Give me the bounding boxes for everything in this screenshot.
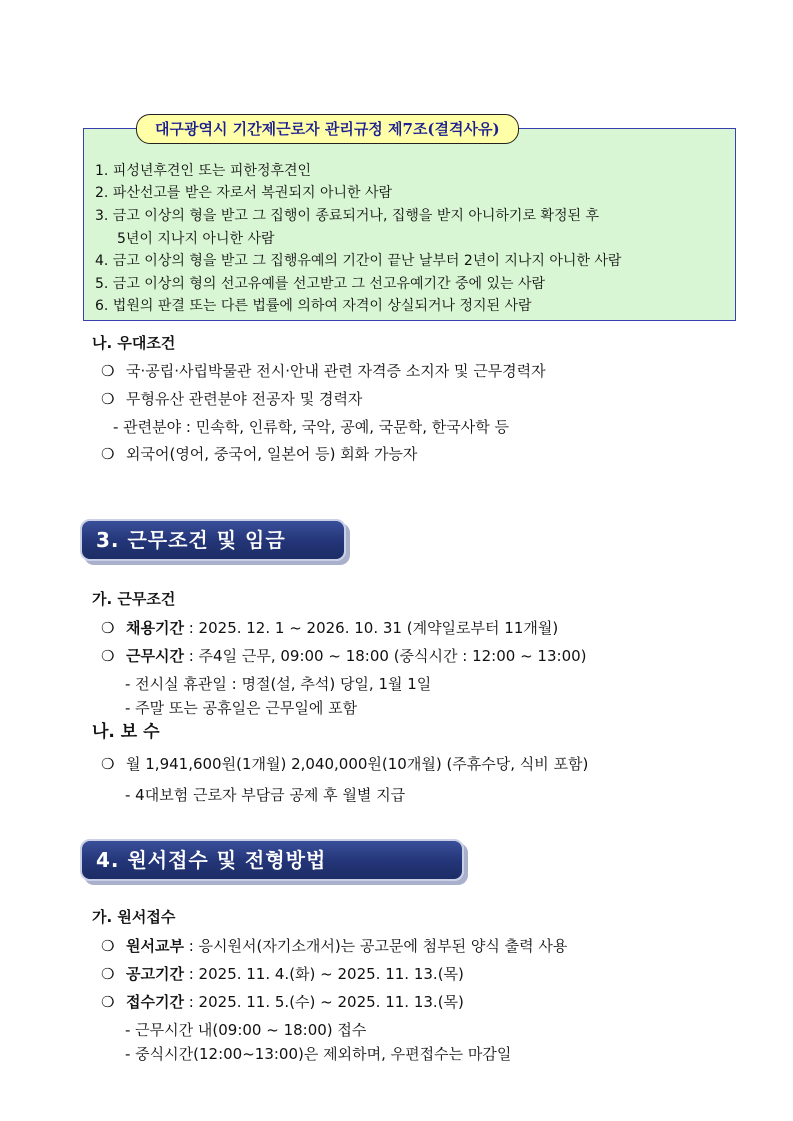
form-distribution-label: 원서교부 [126,937,184,955]
circle-bullet-icon: ❍ [101,362,115,380]
preference-item-2 [101,388,362,410]
section-4-banner: 4. 원서접수 및 전형방법 [80,839,464,881]
circle-bullet-icon: ❍ [101,390,115,408]
working-hours-note-2: - 주말 또는 공휴일은 근무일에 포함 [125,699,358,717]
section-3-banner: 3. 근무조건 및 임금 [80,519,346,561]
receipt-period [101,991,464,1013]
preference-heading: 나. 우대조건 [92,334,176,352]
preference-note: - 관련분야 : 민속학, 인류학, 국악, 공예, 국문학, 한국사학 등 [113,418,510,436]
preference-item-text: 무형유산 관련분야 전공자 및 경력자 [126,390,363,408]
box-line-3: 3. 금고 이상의 형을 받고 그 집행이 종료되거나, 집행을 받지 아니하기로 확정된 후 [95,208,599,224]
preference-item-text: 국·공립·사립박물관 전시·안내 관련 자격증 소지자 및 근무경력자 [126,362,546,380]
box-line-5: 5. 금고 이상의 형의 선고유예를 선고받고 그 선고유예기간 중에 있는 사람 [95,276,546,292]
preference-item-1 [101,360,546,382]
work-conditions-heading: 가. 근무조건 [92,590,176,608]
circle-bullet-icon: ❍ [101,965,115,983]
form-distribution [101,935,567,957]
receipt-period-label: 접수기간 [126,993,184,1011]
circle-bullet-icon: ❍ [101,755,115,773]
disqualification-box-title: 대구광역시 기간제근로자 관리규정 제7조(결격사유) [136,114,519,144]
receipt-period-value: : 2025. 11. 5.(수) ~ 2025. 11. 13.(목) [183,993,464,1011]
circle-bullet-icon: ❍ [101,619,115,637]
form-distribution-value: : 응시원서(자기소개서)는 공고문에 첨부된 양식 출력 사용 [183,937,568,955]
preference-item-3 [101,443,417,465]
circle-bullet-icon: ❍ [101,445,115,463]
circle-bullet-icon: ❍ [101,937,115,955]
working-hours-value: : 주4일 근무, 09:00 ~ 18:00 (중식시간 : 12:00 ~ 13:00) [183,647,587,665]
pay-item [101,753,588,775]
pay-value: 월 1,941,600원(1개월) 2,040,000원(10개월) (주휴수당, 식비 포함) [126,755,589,773]
preference-item-text: 외국어(영어, 중국어, 일본어 등) 회화 가능자 [126,445,418,463]
notice-period [101,963,464,985]
box-line-6: 6. 법원의 판결 또는 다른 법률에 의하여 자격이 상실되거나 정지된 사람 [95,298,532,314]
notice-period-value: : 2025. 11. 4.(화) ~ 2025. 11. 13.(목) [183,965,464,983]
receipt-note-1: - 근무시간 내(09:00 ~ 18:00) 접수 [125,1021,367,1039]
box-line-1: 1. 피성년후견인 또는 피한정후견인 [95,163,312,179]
box-line-2: 2. 파산선고를 받은 자로서 복권되지 아니한 사람 [95,185,393,201]
application-heading: 가. 원서접수 [92,908,176,926]
circle-bullet-icon: ❍ [101,993,115,1011]
notice-period-label: 공고기간 [126,965,184,983]
box-line-3-cont: 5년이 지나지 아니한 사람 [117,231,275,247]
working-hours-note-1: - 전시실 휴관일 : 명절(설, 추석) 당일, 1월 1일 [125,675,432,693]
circle-bullet-icon: ❍ [101,647,115,665]
receipt-note-2: - 중식시간(12:00~13:00)은 제외하며, 우편접수는 마감일 [125,1045,512,1063]
pay-heading: 나. 보 수 [92,722,160,742]
working-hours [101,645,587,667]
pay-note: - 4대보험 근로자 부담금 공제 후 월별 지급 [125,786,406,804]
working-hours-label: 근무시간 [126,647,184,665]
employment-period-label: 채용기간 [126,619,184,637]
employment-period-value: : 2025. 12. 1 ~ 2026. 10. 31 (계약일로부터 11개월) [183,619,559,637]
box-line-4: 4. 금고 이상의 형을 받고 그 집행유예의 기간이 끝난 날부터 2년이 지나지 아니한 사람 [95,253,622,269]
employment-period [101,617,558,639]
